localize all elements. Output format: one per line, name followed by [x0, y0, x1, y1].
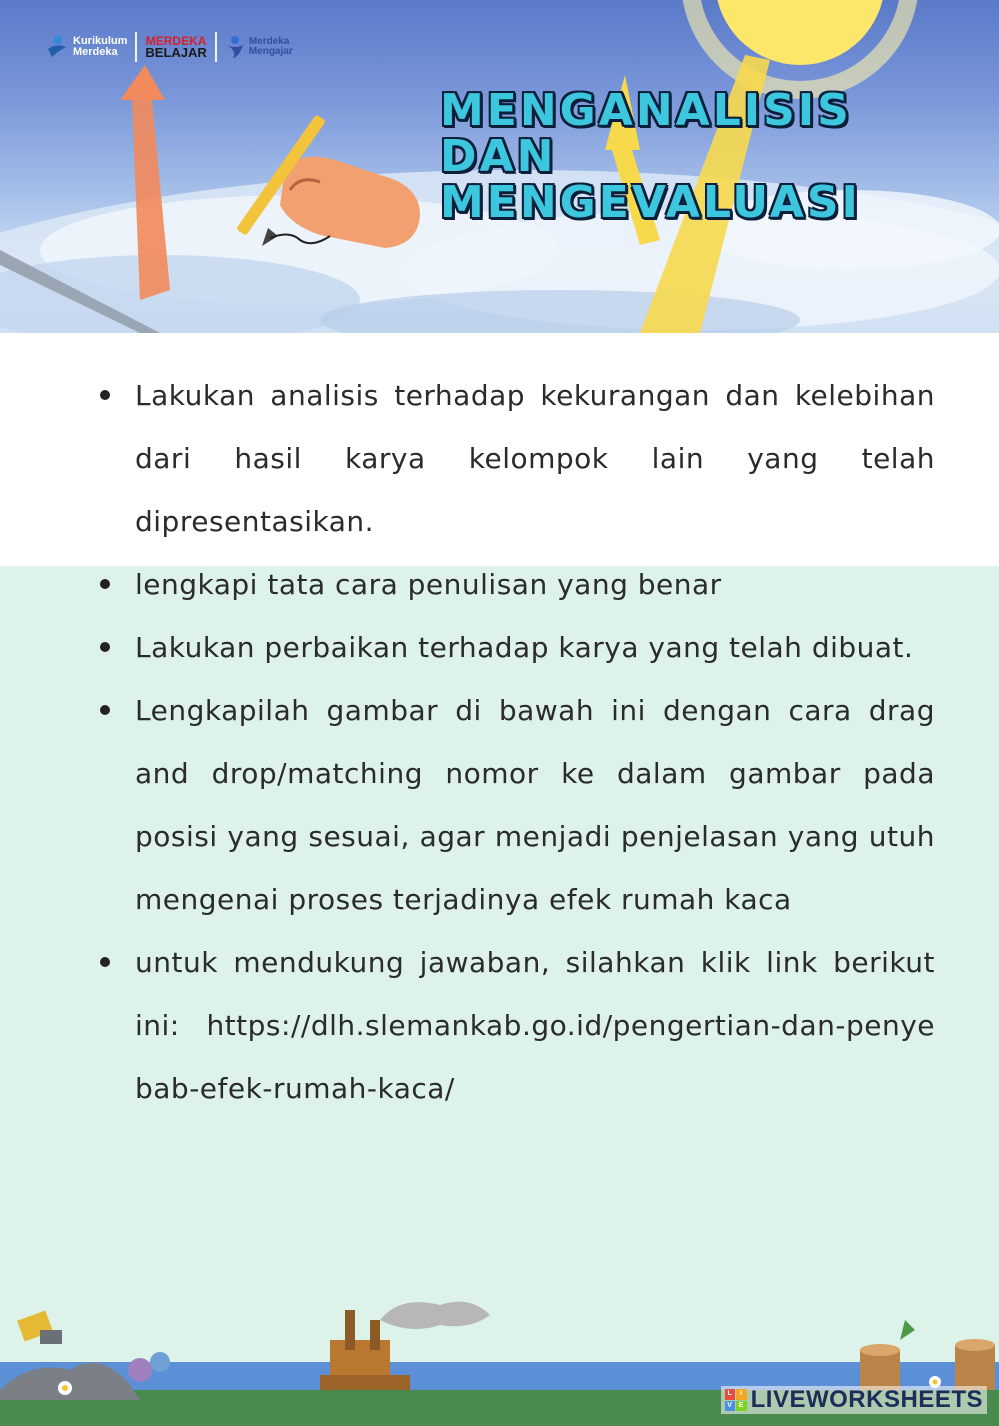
bullet-icon: [100, 705, 110, 715]
reference-link[interactable]: https://dlh.slemankab.go.id/pengertian-dan-penyebab-efek-rumah-kaca/: [135, 1009, 935, 1105]
header-banner: [0, 0, 999, 333]
bullet-icon: [100, 390, 110, 400]
instruction-list: [95, 364, 935, 1120]
logo-km-line-2: Merdeka: [73, 46, 118, 58]
instruction-text: Lakukan analisis terhadap kekurangan dan kelebihan dari hasil karya kelompok lain yang telah dipresentasikan.: [135, 379, 935, 538]
lw-logo-letter: I: [736, 1389, 747, 1400]
liveworksheets-watermark: [721, 1386, 987, 1414]
instruction-item: [95, 616, 935, 679]
lw-logo-letter: E: [736, 1401, 747, 1412]
logo-km-line-1: Kurikulum: [73, 35, 128, 47]
instruction-item: [95, 679, 935, 931]
instruction-text: lengkapi tata cara penulisan yang benar: [135, 568, 722, 601]
bullet-icon: [100, 642, 110, 652]
page-title: [440, 85, 960, 228]
liveworksheets-logo-icon: [725, 1389, 747, 1411]
instruction-text: Lengkapilah gambar di bawah ini dengan cara drag and drop/matching nomor ke dalam gambar pada posisi yang sesuai, agar menjadi penjelasan yang utuh mengenai proses terjadinya efek rumah kaca: [135, 694, 935, 916]
logo-mb-line-2: BELAJAR: [145, 45, 207, 60]
logo-mb-line-1: MERDEKA: [145, 34, 207, 48]
bullet-icon: [100, 957, 110, 967]
liveworksheets-brand-text: LIVEWORKSHEETS: [750, 1386, 983, 1413]
lw-logo-letter: V: [725, 1401, 736, 1412]
kurikulum-merdeka-logo: [46, 35, 127, 59]
page-title-line: DAN: [440, 131, 557, 182]
instruction-item: [95, 364, 935, 553]
merdeka-mengajar-logo: [225, 35, 293, 59]
logo-mm-line-2: Mengajar: [248, 46, 293, 57]
bullet-icon: [100, 579, 110, 589]
merdeka-mengajar-icon: [225, 35, 245, 59]
page-title-line: MENGANALISIS: [440, 85, 852, 136]
logo-divider: [135, 32, 137, 62]
page-title-line: MENGEVALUASI: [440, 177, 861, 228]
logo-mm-line-1: Merdeka: [248, 36, 290, 47]
instruction-item: [95, 553, 935, 616]
logo-divider: [215, 32, 217, 62]
lw-logo-letter: L: [725, 1389, 736, 1400]
merdeka-belajar-logo: [145, 35, 206, 59]
instruction-text: Lakukan perbaikan terhadap karya yang telah dibuat.: [135, 631, 914, 664]
logo-bar: [46, 30, 293, 64]
instruction-text: untuk mendukung jawaban, silahkan klik link berikut ini:: [135, 946, 935, 1042]
instruction-item: [95, 931, 935, 1120]
kurikulum-merdeka-icon: [46, 35, 68, 59]
